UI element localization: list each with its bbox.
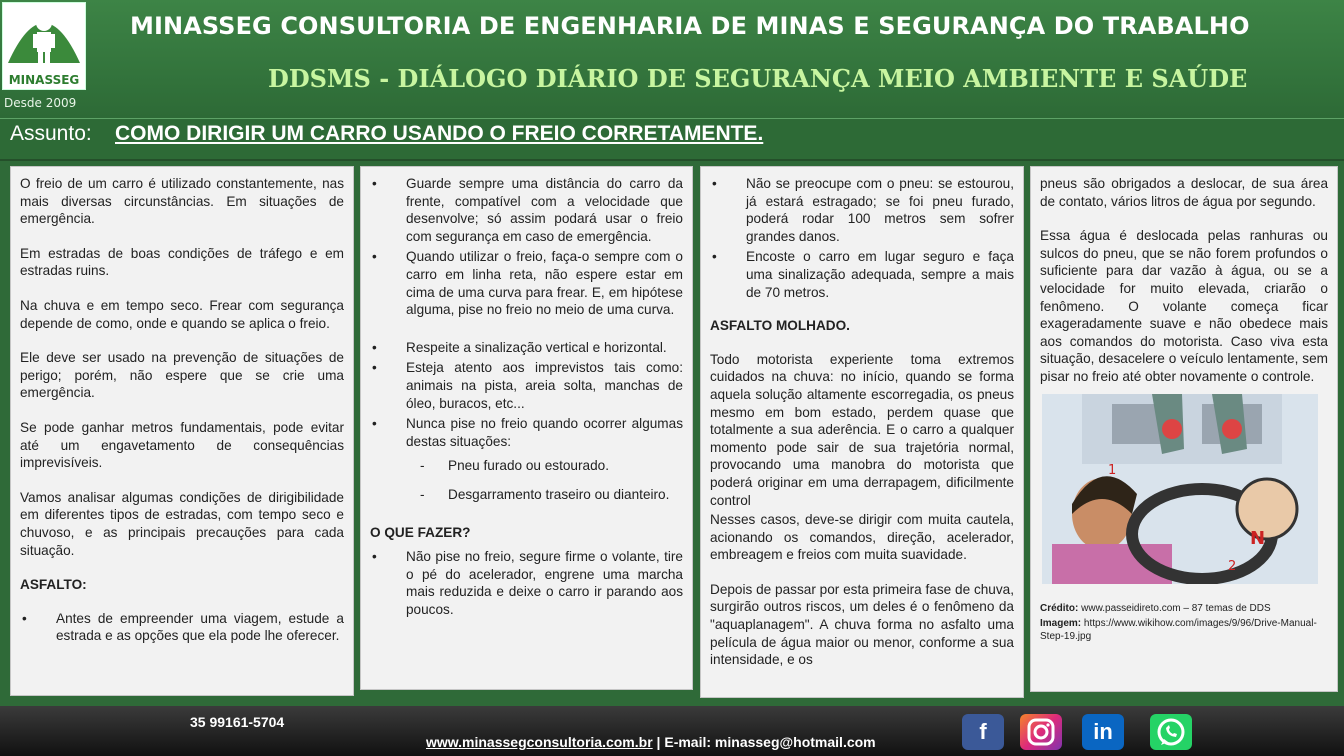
phone-number: 35 99161-5704 xyxy=(190,714,285,730)
separator: | xyxy=(652,734,665,750)
column-4 xyxy=(1030,166,1338,692)
bullet-item: • Esteja atento aos imprevistos tais como: animais na pista, areia solta, manchas de óleo, buracos, etc... xyxy=(370,359,683,412)
contact-line xyxy=(426,734,876,750)
linkedin-icon[interactable]: in xyxy=(1082,714,1124,750)
paragraph: Vamos analisar algumas condições de dirigibilidade em diferentes tipos de estradas, com tempo seco e chuvoso, e as principais precauções para cada situação. xyxy=(20,489,344,558)
logo-text: MINASSEG xyxy=(8,73,80,87)
bullet-list xyxy=(710,175,1014,301)
credit-line xyxy=(1040,602,1328,615)
bullet-list xyxy=(20,610,344,645)
column-2 xyxy=(360,166,693,690)
company-title: MINASSEG CONSULTORIA DE ENGENHARIA DE MINAS E SEGURANÇA DO TRABALHO xyxy=(130,12,1250,40)
image-label: Imagem: xyxy=(1040,618,1082,630)
bullet-item: • Respeite a sinalização vertical e horizontal. xyxy=(370,339,683,357)
email-text[interactable]: E-mail: minasseg@hotmail.com xyxy=(664,734,876,750)
facebook-icon[interactable]: f xyxy=(962,714,1004,750)
subject-title: COMO DIRIGIR UM CARRO USANDO O FREIO CORRETAMENTE. xyxy=(115,122,764,145)
paragraph: Essa água é deslocada pelas ranhuras ou sulcos do pneu, que se não forem profundos o suficiente para dar vazão à água, ou se a velocidade for muito elevada, criarão o fenômeno. O volante começa ficar exageradamente suave e não obedece mais aos comandos do motorista. Caso viva esta situação, desacelere o veículo lentamente, sem pisar no freio até obter novamente o controle. xyxy=(1040,228,1328,384)
company-logo xyxy=(2,2,86,90)
image-source-text: https://www.wikihow.com/images/9/96/Drive-Manual-Step-19.jpg xyxy=(1040,618,1317,643)
section-heading: O QUE FAZER? xyxy=(370,525,471,541)
paragraph: pneus são obrigados a deslocar, de sua área de contato, vários litros de água por segundo. xyxy=(1040,176,1328,209)
since-label: Desde 2009 xyxy=(4,96,77,110)
paragraph: Em estradas de boas condições de tráfego e em estradas ruins. xyxy=(20,245,344,279)
paragraph: Depois de passar por esta primeira fase de chuva, surgirão outros riscos, um deles é o fenômeno da "aquaplanagem". A chuva forma no asfalto uma película de água maior ou menor, conforme a sua intensidade, e os xyxy=(710,581,1014,668)
credit-text: www.passeidireto.com – 87 temas de DDS xyxy=(1081,603,1271,615)
step-number: 2 xyxy=(1228,558,1237,574)
bullet-item: • Quando utilizar o freio, faça-o sempre com o carro em linha reta, não espere estar em cima de uma curva para frear. E, em hipótese alguma, pise no freio no meio de uma curva. xyxy=(370,248,683,318)
bullet-item: • Guarde sempre uma distância do carro da frente, compatível com a velocidade que desenvolve; só assim podará usar o freio com segurança em caso de emergência. xyxy=(370,175,683,245)
driving-illustration xyxy=(1042,394,1318,584)
paragraph: O freio de um carro é utilizado constantemente, nas mais diversas circunstâncias. Em situações de emergência. xyxy=(20,176,344,227)
bullet-list xyxy=(370,548,683,618)
bullet-item: • Antes de empreender uma viagem, estude a estrada e as opções que ela pode lhe oferecer. xyxy=(20,610,344,645)
ddsms-subtitle: DDSMS - DIÁLOGO DIÁRIO DE SEGURANÇA MEIO AMBIENTE E SAÚDE xyxy=(268,64,1248,93)
column-1 xyxy=(10,166,354,696)
bullet-item: • Nunca pise no freio quando ocorrer algumas destas situações: xyxy=(370,415,683,450)
step-number: 1 xyxy=(1108,462,1117,478)
website-link[interactable]: www.minassegconsultoria.com.br xyxy=(426,734,653,750)
credit-label: Crédito: xyxy=(1040,603,1079,615)
paragraph: Ele deve ser usado na prevenção de situações de perigo; porém, não espere que se crie uma emergência. xyxy=(20,350,344,401)
paragraph: Nesses casos, deve-se dirigir com muita cautela, acionando os comandos, direção, acelerador, embreagem e freios com muita suavidade. xyxy=(710,512,1014,563)
paragraph: Se pode ganhar metros fundamentais, pode evitar até um engavetamento de consequências imprevisíveis. xyxy=(20,419,344,471)
paragraph: Todo motorista experiente toma extremos cuidados na chuva: no início, quando se forma aquela solução altamente escorregadia, os pneus mesmo em bom estado, perdem quase que totalmente a sua aderência. E o carro a qualquer momento pode sair de sua trajetória normal, provocando uma manobra do motorista que poderá originar em uma derrapagem, dificilmente control xyxy=(710,351,1014,508)
bullet-item: • Não se preocupe com o pneu: se estourou, já estará estragado; se foi pneu furado, poderá rodar 100 metros sem sofrer grandes danos. xyxy=(710,175,1014,245)
instagram-icon[interactable] xyxy=(1020,714,1062,750)
worker-icon xyxy=(3,3,85,73)
bullet-item: • Não pise no freio, segure firme o volante, tire o pé do acelerador, engrene uma marcha mais reduzida e deixe o carro ir parando aos poucos. xyxy=(370,548,683,618)
whatsapp-icon[interactable] xyxy=(1150,714,1192,750)
bullet-list xyxy=(370,175,683,508)
column-3 xyxy=(700,166,1024,698)
gear-label: N xyxy=(1250,527,1266,549)
sub-item: - Desgarramento traseiro ou dianteiro. xyxy=(370,482,683,508)
section-heading: ASFALTO: xyxy=(20,577,87,593)
image-source-line xyxy=(1040,617,1328,643)
sub-item: - Pneu furado ou estourado. xyxy=(370,453,683,479)
section-heading: ASFALTO MOLHADO. xyxy=(710,318,850,334)
paragraph: Na chuva e em tempo seco. Frear com segurança depende de como, onde e quando se aplica o freio. xyxy=(20,297,344,331)
subject-label: Assunto: xyxy=(10,122,92,145)
bullet-item: • Encoste o carro em lugar seguro e faça uma sinalização adequada, sempre a mais de 70 metros. xyxy=(710,248,1014,301)
